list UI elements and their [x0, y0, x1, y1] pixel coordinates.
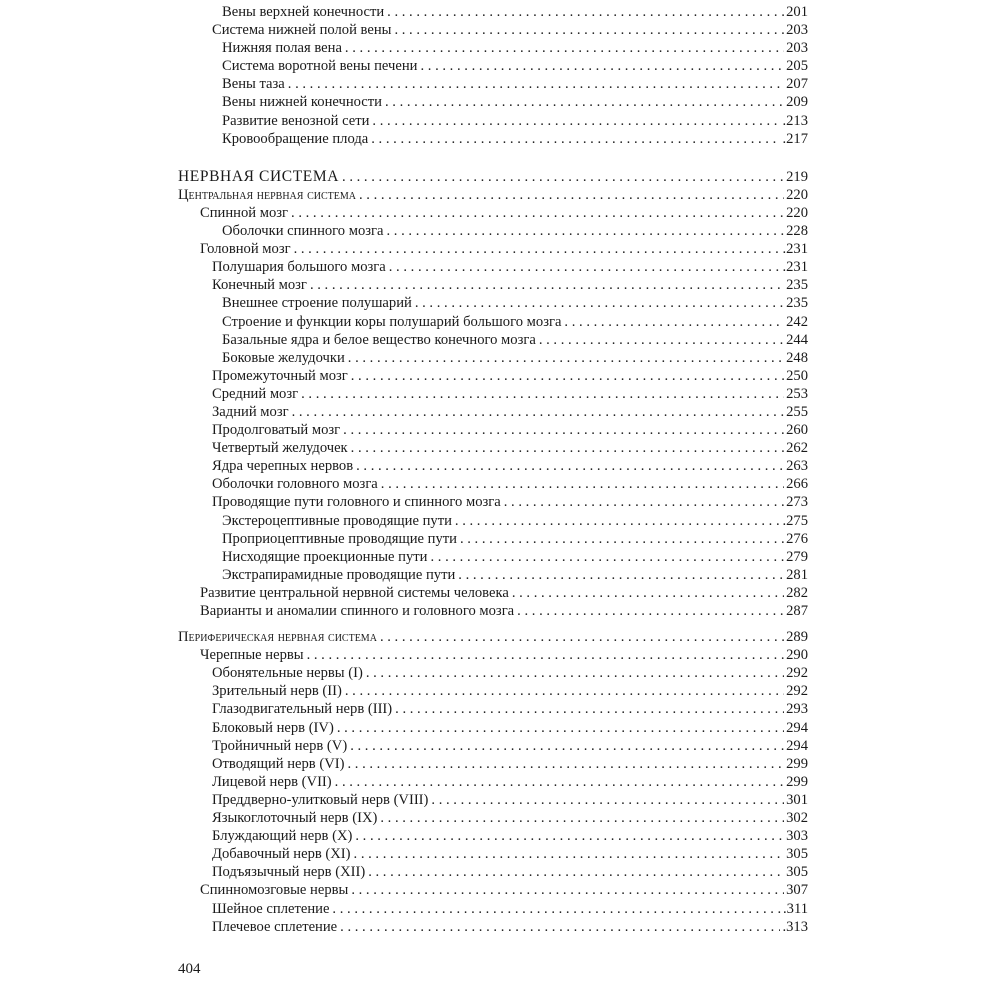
toc-entry-label: Головной мозг: [200, 241, 291, 258]
toc-entry-page: 281: [786, 566, 808, 583]
toc-entry: [178, 403, 808, 421]
toc-entry-label: Лицевой нерв (VII): [212, 773, 332, 790]
toc-leader-dots: [387, 222, 785, 240]
toc-entry: [178, 258, 808, 276]
toc-entry-label: Боковые желудочки: [222, 349, 345, 366]
toc-entry: [178, 773, 808, 791]
toc-entry: [178, 530, 808, 548]
toc-entry: [178, 827, 808, 845]
toc-entry: [178, 112, 808, 130]
toc-subsection-heading: [178, 628, 808, 646]
toc-entry-page: 273: [786, 494, 808, 511]
toc-entry-page: 303: [786, 828, 808, 845]
toc-leader-dots: [335, 773, 784, 791]
toc-leader-dots: [389, 258, 781, 276]
toc-entry-label: Спинной мозг: [200, 204, 289, 221]
toc-entry-label: Спинномозговые нервы: [200, 882, 349, 899]
toc-leader-dots: [345, 39, 784, 57]
toc-leader-dots: [351, 367, 784, 385]
toc-entry-page: 290: [786, 647, 808, 664]
toc-subsection-heading: [178, 186, 808, 204]
table-of-contents: [178, 3, 808, 936]
toc-entry-page: 276: [786, 530, 808, 547]
toc-leader-dots: [351, 881, 784, 899]
toc-entry-label: Экстрапирамидные проводящие пути: [222, 566, 456, 583]
toc-entry: [178, 755, 808, 773]
toc-entry-page: 305: [786, 846, 808, 863]
toc-entry-page: 244: [786, 331, 808, 348]
toc-entry: [178, 313, 808, 331]
toc-entry-page: .311: [783, 900, 808, 917]
toc-entry: [178, 791, 808, 809]
toc-subsection-label: Периферическая нервная система: [178, 629, 377, 646]
toc-leader-dots: [368, 863, 784, 881]
toc-leader-dots: [350, 737, 784, 755]
toc-leader-dots: [380, 809, 784, 827]
toc-entry-label: Тройничный нерв (V): [212, 737, 348, 754]
toc-entry-label: Отводящий нерв (VI): [212, 755, 345, 772]
toc-entry-page: 203: [786, 40, 808, 57]
toc-entry-label: Зрительный нерв (II): [212, 683, 342, 700]
toc-entry-page: 248: [786, 349, 808, 366]
toc-leader-dots: [310, 276, 784, 294]
toc-entry: [178, 566, 808, 584]
toc-entry: [178, 457, 808, 475]
toc-entry-page: 287: [786, 603, 808, 619]
toc-leader-dots: [351, 439, 784, 457]
toc-entry-page: 205: [786, 58, 808, 75]
toc-leader-dots: [371, 130, 780, 148]
toc-leader-dots: [342, 168, 784, 186]
toc-entry-page: .217: [782, 130, 808, 147]
toc-entry-label: Блуждающий нерв (X): [212, 828, 353, 845]
toc-leader-dots: [415, 294, 784, 312]
toc-leader-dots: [345, 682, 784, 700]
toc-entry: [178, 719, 808, 737]
toc-entry-page: 294: [786, 737, 808, 754]
toc-entry-page: 242: [786, 313, 808, 330]
toc-entry-label: Внешнее строение полушарий: [222, 295, 412, 312]
toc-entry-page: 282: [786, 584, 808, 601]
toc-entry-label: Конечный мозг: [212, 277, 307, 294]
toc-leader-dots: [394, 21, 784, 39]
toc-entry: [178, 548, 808, 566]
toc-entry-label: Языкоглоточный нерв (IX): [212, 810, 378, 827]
toc-entry-label: Вены верхней конечности: [222, 4, 385, 20]
toc-entry-page: 299: [786, 773, 808, 790]
toc-entry-label: Задний мозг: [212, 403, 289, 420]
toc-entry: [178, 240, 808, 258]
toc-entry: [178, 475, 808, 493]
toc-entry: [178, 276, 808, 294]
toc-entry: [178, 584, 808, 602]
toc-entry: [178, 900, 808, 918]
toc-entry-page: 292: [786, 665, 808, 682]
toc-entry-page: .231: [782, 259, 808, 276]
toc-entry: [178, 421, 808, 439]
toc-entry-page: 228: [786, 223, 808, 240]
toc-leader-dots: [347, 755, 784, 773]
toc-entry: [178, 93, 808, 111]
toc-entry-page: 301: [786, 791, 808, 808]
toc-entry: [178, 664, 808, 682]
toc-entry: [178, 863, 808, 881]
toc-entry-page: 253: [786, 385, 808, 402]
toc-leader-dots: [395, 700, 784, 718]
toc-entry-page: 305: [786, 864, 808, 881]
toc-entry-label: Плечевое сплетение: [212, 918, 338, 935]
toc-leader-dots: [458, 566, 784, 584]
toc-leader-dots: [420, 57, 784, 75]
toc-leader-dots: [292, 403, 785, 421]
toc-leader-dots: [387, 3, 784, 21]
toc-entry-page: .231: [782, 241, 808, 258]
toc-entry-label: Глазодвигательный нерв (III): [212, 701, 393, 718]
toc-entry-label: Развитие венозной сети: [222, 112, 370, 129]
toc-entry-label: Оболочки спинного мозга: [222, 223, 384, 240]
toc-leader-dots: [372, 112, 780, 130]
toc-entry-page: 220: [786, 204, 808, 221]
toc-entry-label: Проприоцептивные проводящие пути: [222, 530, 457, 547]
toc-entry-page: 293: [786, 701, 808, 718]
toc-entry-page: 289: [786, 629, 808, 646]
toc-entry-page: 263: [786, 458, 808, 475]
toc-entry: [178, 918, 808, 936]
toc-entry-page: .313: [782, 918, 808, 935]
toc-leader-dots: [307, 646, 785, 664]
toc-leader-dots: [340, 918, 780, 936]
toc-entry: [178, 602, 808, 620]
toc-entry: [178, 75, 808, 93]
toc-leader-dots: [343, 421, 784, 439]
toc-entry-label: Варианты и аномалии спинного и головного мозга: [200, 603, 515, 619]
toc-entry-page: 250: [786, 367, 808, 384]
toc-entry-label: Ядра черепных нервов: [212, 458, 354, 475]
toc-entry-label: Экстероцептивные проводящие пути: [222, 512, 452, 529]
toc-entry-label: Блоковый нерв (IV): [212, 719, 334, 736]
toc-entry-page: 294: [786, 719, 808, 736]
toc-subsection-label: Центральная нервная система: [178, 186, 356, 203]
toc-entry-page: 235: [786, 277, 808, 294]
toc-section-label: НЕРВНАЯ СИСТЕМА: [178, 167, 340, 185]
toc-leader-dots: [504, 493, 784, 511]
toc-entry-page: 307: [786, 882, 808, 899]
toc-leader-dots: [517, 602, 784, 620]
toc-entry-label: Нисходящие проекционные пути: [222, 548, 428, 565]
toc-leader-dots: [359, 186, 784, 204]
toc-entry-page: 292: [786, 683, 808, 700]
toc-entry-page: 260: [786, 422, 808, 439]
toc-entry-page: .275: [782, 512, 808, 529]
toc-entry: [178, 809, 808, 827]
toc-entry: [178, 845, 808, 863]
toc-leader-dots: [512, 584, 784, 602]
toc-leader-dots: [380, 628, 784, 646]
toc-leader-dots: [354, 845, 785, 863]
toc-entry: [178, 646, 808, 664]
toc-entry-page: 279: [786, 548, 808, 565]
toc-entry-page: 203: [786, 22, 808, 39]
toc-entry-label: Кровообращение плода: [222, 130, 369, 147]
toc-entry-label: Продолговатый мозг: [212, 422, 341, 439]
toc-entry-page: 209: [786, 94, 808, 111]
toc-entry: [178, 682, 808, 700]
toc-entry-label: Система нижней полой вены: [212, 22, 392, 39]
toc-entry-label: Шейное сплетение: [212, 900, 330, 917]
toc-entry: [178, 39, 808, 57]
toc-entry: [178, 57, 808, 75]
section-gap: [178, 620, 808, 628]
toc-leader-dots: [564, 313, 784, 331]
toc-entry-label: Нижняя полая вена: [222, 40, 342, 57]
toc-entry: [178, 881, 808, 899]
toc-leader-dots: [539, 331, 784, 349]
toc-entry-label: Добавочный нерв (XI): [212, 846, 351, 863]
toc-entry: [178, 493, 808, 511]
toc-leader-dots: [455, 512, 781, 530]
toc-entry-page: 302: [786, 810, 808, 827]
toc-leader-dots: [366, 664, 784, 682]
toc-entry: [178, 700, 808, 718]
toc-entry-label: Оболочки головного мозга: [212, 476, 378, 493]
toc-entry: [178, 3, 808, 21]
toc-entry: [178, 512, 808, 530]
toc-leader-dots: [356, 457, 784, 475]
toc-entry-page: 235: [786, 295, 808, 312]
toc-entry-label: Четвертый желудочек: [212, 440, 348, 457]
toc-section-heading: [178, 168, 808, 186]
toc-leader-dots: [431, 791, 784, 809]
toc-leader-dots: [288, 75, 784, 93]
toc-entry: [178, 367, 808, 385]
toc-entry: [178, 21, 808, 39]
toc-entry-page: .213: [782, 112, 808, 129]
page-number: 404: [178, 961, 201, 977]
toc-entry: [178, 294, 808, 312]
toc-entry: [178, 331, 808, 349]
toc-entry-label: Развитие центральной нервной системы человека: [200, 584, 509, 601]
toc-leader-dots: [337, 719, 784, 737]
toc-leader-dots: [385, 93, 784, 111]
toc-entry-label: Строение и функции коры полушарий большого мозга: [222, 313, 562, 330]
toc-leader-dots: [332, 900, 781, 918]
toc-entry-label: Подъязычный нерв (XII): [212, 864, 366, 881]
toc-entry: [178, 130, 808, 148]
toc-entry-label: Черепные нервы: [200, 647, 304, 664]
toc-entry: [178, 349, 808, 367]
toc-entry-page: 219: [786, 168, 808, 185]
toc-entry-page: 299: [786, 755, 808, 772]
toc-entry-label: Вены нижней конечности: [222, 94, 382, 111]
toc-entry-label: Система воротной вены печени: [222, 58, 418, 75]
toc-entry-label: Базальные ядра и белое вещество конечного мозга: [222, 331, 536, 348]
toc-leader-dots: [294, 240, 781, 258]
toc-entry: [178, 204, 808, 222]
toc-entry-page: 201: [786, 4, 808, 20]
toc-entry-label: Преддверно-улитковый нерв (VIII): [212, 791, 429, 808]
toc-entry-label: Средний мозг: [212, 385, 299, 402]
toc-leader-dots: [430, 548, 784, 566]
section-gap: [178, 148, 808, 168]
toc-entry-page: 266: [786, 476, 808, 493]
toc-entry-page: 255: [786, 403, 808, 420]
toc-leader-dots: [460, 530, 784, 548]
toc-entry-page: 262: [786, 440, 808, 457]
toc-entry: [178, 222, 808, 240]
toc-entry-label: Обонятельные нервы (I): [212, 665, 363, 682]
toc-entry-label: Вены таза: [222, 76, 285, 93]
toc-entry: [178, 385, 808, 403]
toc-entry-page: 207: [786, 76, 808, 93]
toc-leader-dots: [355, 827, 784, 845]
toc-leader-dots: [291, 204, 784, 222]
toc-leader-dots: [348, 349, 784, 367]
toc-entry-label: Проводящие пути головного и спинного мозга: [212, 494, 501, 511]
toc-entry-page: 220: [786, 186, 808, 203]
toc-leader-dots: [381, 475, 784, 493]
toc-entry-label: Промежуточный мозг: [212, 367, 348, 384]
toc-entry: [178, 439, 808, 457]
toc-leader-dots: [301, 385, 784, 403]
toc-entry-label: Полушария большого мозга: [212, 259, 386, 276]
toc-entry: [178, 737, 808, 755]
